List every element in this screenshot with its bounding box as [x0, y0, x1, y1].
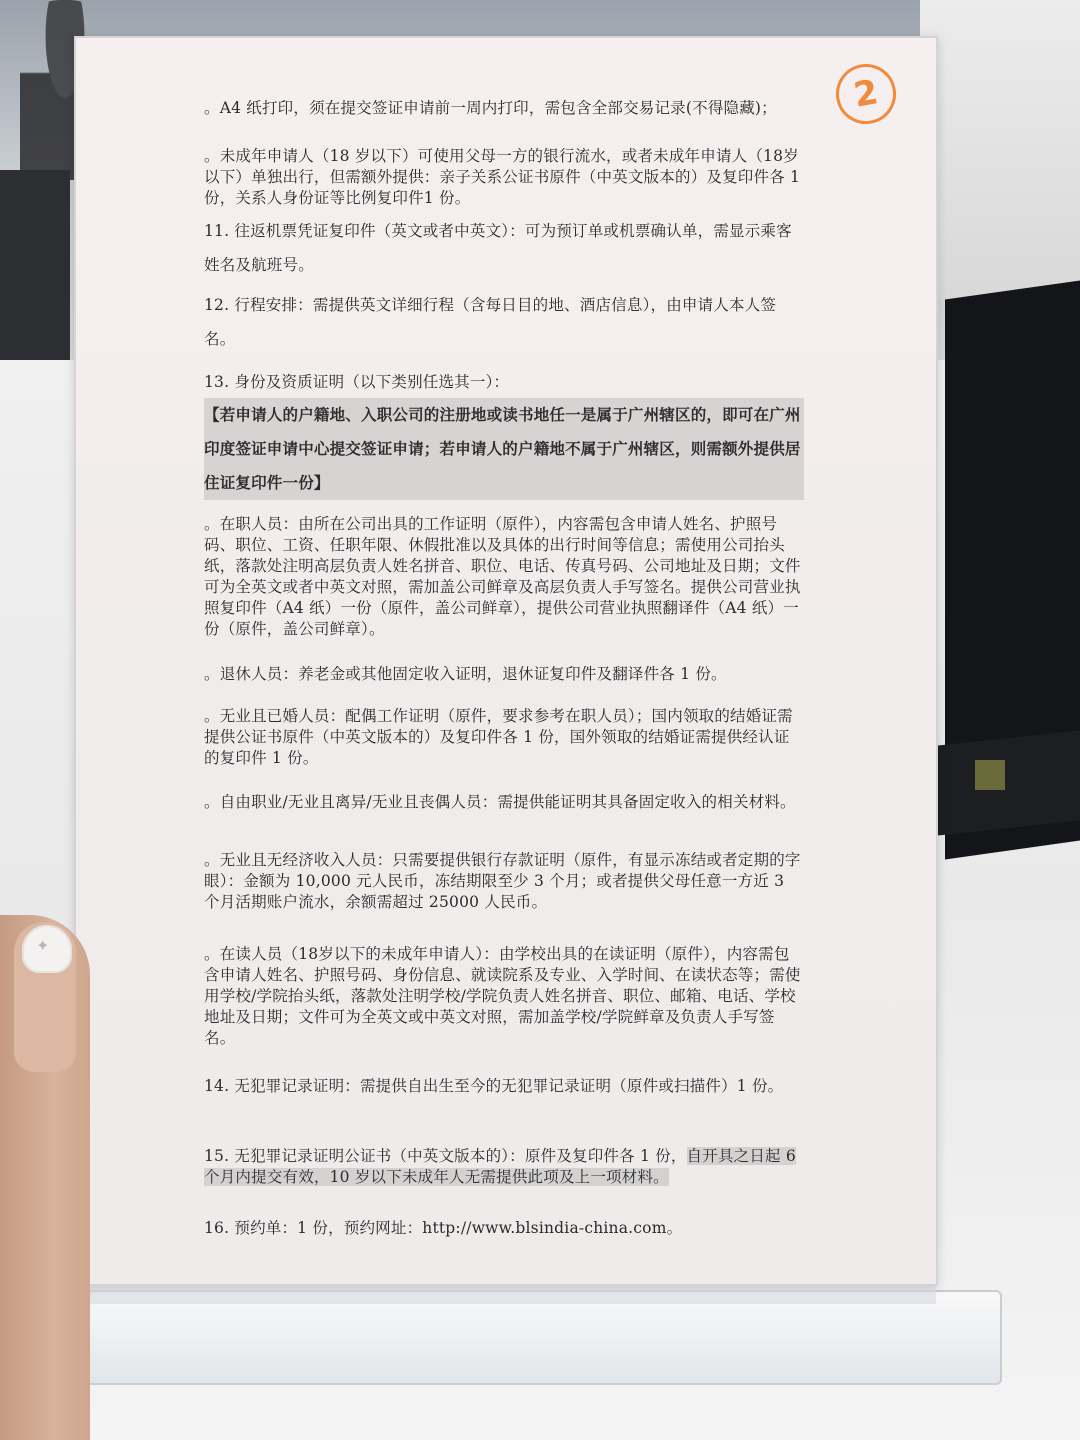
- paragraph-item-14: 14. 无犯罪记录证明：需提供自出生至今的无犯罪记录证明（原件或扫描件）1 份。: [204, 1077, 784, 1095]
- paragraph-minor-applicant: 。未成年申请人（18 岁以下）可使用父母一方的银行流水，或者未成年申请人（18岁以下）单独出行，但需额外提供：亲子关系公证书原件（中英文版本的）及复印件各 1 份，关系人身份证等比例复印件1 份。: [204, 147, 801, 207]
- paragraph-item-13: 13. 身份及资质证明（以下类别任选其一）：: [204, 373, 510, 391]
- paragraph-item-15: [204, 1146, 804, 1188]
- document-sheet: [74, 36, 938, 1286]
- page-number-stamp: 2: [831, 59, 901, 129]
- paragraph-retired: 。退休人员：养老金或其他固定收入证明，退休证复印件及翻译件各 1 份。: [204, 665, 727, 683]
- paragraph-item-12: 12. 行程安排：需提供英文详细行程（含每日目的地、酒店信息），由申请人本人签名。: [204, 296, 777, 348]
- paragraph-no-income: 。无业且无经济收入人员：只需要提供银行存款证明（原件，有显示冻结或者定期的字眼）：金额为 10,000 元人民币，冻结期限至少 3 个月；或者提供父母任意一方近 3 个月活期账户流水，余额需超过 25000 人民币。: [204, 851, 801, 911]
- nail-decoration-icon: ✦: [36, 936, 50, 955]
- paragraph-employed: 。在职人员：由所在公司出具的工作证明（原件），内容需包含申请人姓名、护照号码、职位、工资、任职年限、休假批准以及具体的出行时间等信息；需使用公司抬头纸，落款处注明高层负责人姓名拼音、职位、电话、传真号码、公司地址及日期；文件可为全英文或者中英文对照，需加盖公司鲜章及高层负责人手写签名。提供公司营业执照复印件（A4 纸）一份（原件，盖公司鲜章），提供公司营业执照翻译件（A4 纸）一份（原件，盖公司鲜章）。: [204, 515, 801, 638]
- acrylic-stand-base: [62, 1290, 1002, 1385]
- paragraph-bank-print-note: 。A4 纸打印，须在提交签证申请前一周内打印，需包含全部交易记录(不得隐藏)；: [204, 99, 777, 117]
- paragraph-students: 。在读人员（18岁以下的未成年申请人）：由学校出具的在读证明（原件），内容需包含申请人姓名、护照号码、身份信息、就读院系及专业、入学时间、在读状态等；需使用学校/学院抬头纸，落款处注明学校/学院负责人姓名拼音、职位、邮箱、电话、学校地址及日期；文件可为全英文或中英文对照，需加盖学校/学院鲜章及负责人手写签名。: [204, 945, 801, 1047]
- document-body: [74, 36, 938, 1286]
- item-15-validity-highlight: 自开具之日起 6 个月内提交有效，10 岁以下未成年人无需提供此项及上一项材料。: [204, 1147, 796, 1186]
- item-15-notary-text: 15. 无犯罪记录证明公证书（中英文版本的）：原件及复印件各 1 份，: [204, 1147, 687, 1165]
- background-device: [975, 760, 1005, 790]
- paragraph-item-11: 11. 往返机票凭证复印件（英文或者中英文）：可为预订单或机票确认单，需显示乘客姓名及航班号。: [204, 222, 792, 274]
- background-wall: [920, 0, 1080, 300]
- background-pillar: [0, 170, 70, 390]
- paragraph-freelance: 。自由职业/无业且离异/无业且丧偶人员：需提供能证明其具备固定收入的相关材料。: [204, 793, 796, 811]
- paragraph-unemployed-married: 。无业且已婚人员：配偶工作证明（原件，要求参考在职人员）；国内领取的结婚证需提供公证书原件（中英文版本的）及复印件各 1 份，国外领取的结婚证需提供经认证的复印件 1 份。: [204, 707, 793, 767]
- paragraph-guangzhou-jurisdiction: 【若申请人的户籍地、入职公司的注册地或读书地任一是属于广州辖区的，即可在广州印度签证申请中心提交签证申请；若申请人的户籍地不属于广州辖区，则需额外提供居住证复印件一份】: [204, 398, 804, 500]
- paragraph-item-16: 16. 预约单：1 份，预约网址：http://www.blsindia-china.com。: [204, 1219, 683, 1237]
